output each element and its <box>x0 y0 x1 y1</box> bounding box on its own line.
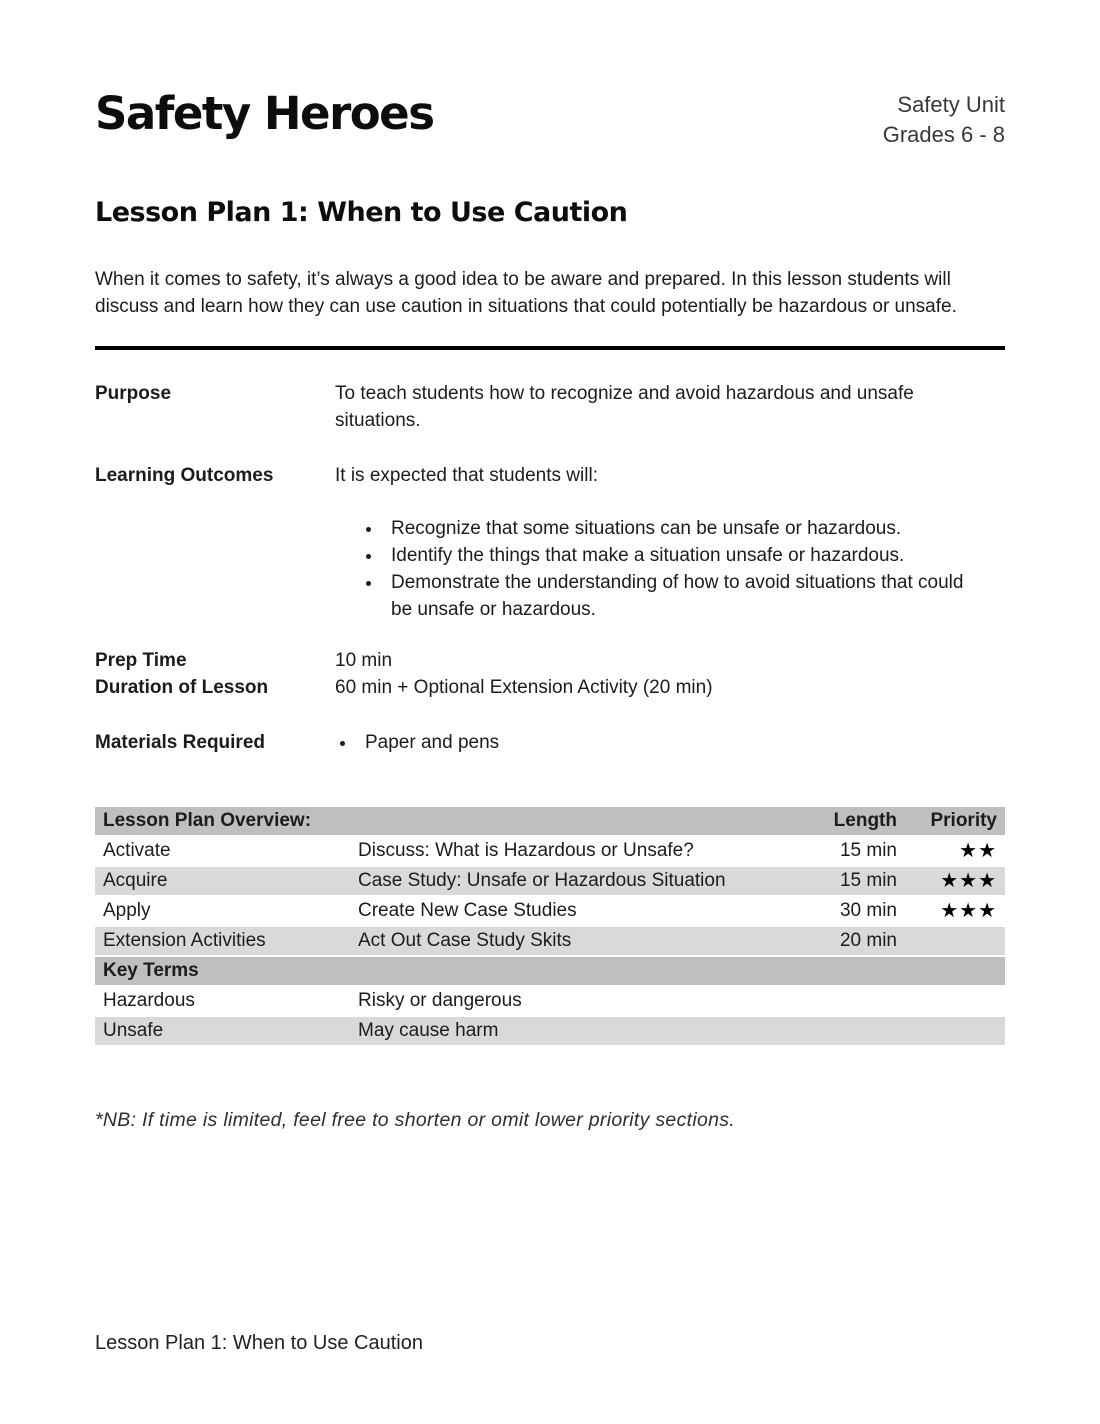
priority-stars <box>905 927 1005 955</box>
nb-note: *NB: If time is limited, feel free to shorten or omit lower priority sections. <box>95 1109 736 1131</box>
outcomes-row <box>95 462 1005 489</box>
length-cell: 30 min <box>800 897 905 925</box>
materials-list <box>335 729 975 756</box>
material-item: • Paper and pens <box>357 729 975 756</box>
key-terms-header-cell: Key Terms <box>95 957 1005 985</box>
lesson-details <box>95 380 1005 756</box>
section-divider <box>95 346 1005 350</box>
outcome-bullet: • Demonstrate the understanding of how to avoid situations that could be unsafe or hazardous. <box>383 569 975 623</box>
phase-cell: Activate <box>95 837 350 865</box>
activity-cell: Discuss: What is Hazardous or Unsafe? <box>350 837 800 865</box>
duration-row <box>95 674 1005 701</box>
phase-cell: Acquire <box>95 867 350 895</box>
grades-label: Grades 6 - 8 <box>882 122 1005 147</box>
phase-cell: Extension Activities <box>95 927 350 955</box>
intro-paragraph: When it comes to safety, it’s always a good idea to be aware and prepared. In this lesson students will discuss and learn how they can use caution in situations that could potentially be hazardous or unsafe. <box>95 269 957 317</box>
purpose-row <box>95 380 1005 434</box>
activity-cell: Case Study: Unsafe or Hazardous Situation <box>350 867 800 895</box>
unit-info <box>883 90 1005 150</box>
outcome-bullet: • Recognize that some situations can be unsafe or hazardous. <box>383 515 975 542</box>
prep-time-value: 10 min <box>335 650 393 671</box>
length-cell: 20 min <box>800 927 905 955</box>
duration-value: 60 min + Optional Extension Activity (20 min) <box>335 677 713 698</box>
outcomes-bullets-row <box>95 515 1005 623</box>
unit-label: Safety Unit <box>897 92 1005 117</box>
materials-row <box>95 729 1005 756</box>
materials-label: Materials Required <box>95 732 265 753</box>
key-term-row <box>95 1017 1005 1045</box>
duration-label: Duration of Lesson <box>95 677 269 698</box>
page-title: Safety Heroes <box>95 87 434 140</box>
definition-cell: Risky or dangerous <box>350 987 1005 1015</box>
priority-stars: ★★★ <box>905 897 1005 925</box>
activity-cell: Create New Case Studies <box>350 897 800 925</box>
masthead <box>95 0 1005 150</box>
outcome-bullet: • Identify the things that make a situation unsafe or hazardous. <box>383 542 975 569</box>
definition-cell: May cause harm <box>350 1017 1005 1045</box>
table-row <box>95 897 1005 925</box>
outcomes-label: Learning Outcomes <box>95 465 274 486</box>
length-header-cell: Length <box>800 807 905 835</box>
overview-header-row <box>95 807 1005 835</box>
purpose-label: Purpose <box>95 383 172 404</box>
outcomes-intro: It is expected that students will: <box>335 465 598 486</box>
term-cell: Unsafe <box>95 1017 350 1045</box>
priority-stars: ★★ <box>905 837 1005 865</box>
priority-header-cell: Priority <box>905 807 1005 835</box>
term-cell: Hazardous <box>95 987 350 1015</box>
purpose-text: To teach students how to recognize and avoid hazardous and unsafe situations. <box>335 383 914 431</box>
prep-time-label: Prep Time <box>95 650 187 671</box>
lesson-heading: Lesson Plan 1: When to Use Caution <box>95 197 628 228</box>
phase-cell: Apply <box>95 897 350 925</box>
table-row <box>95 927 1005 955</box>
prep-time-row <box>95 647 1005 674</box>
page-footer: Lesson Plan 1: When to Use Caution <box>95 1332 423 1354</box>
table-row <box>95 867 1005 895</box>
length-cell: 15 min <box>800 867 905 895</box>
spacer-cell <box>95 515 335 623</box>
lesson-overview-table <box>95 805 1005 1047</box>
length-cell: 15 min <box>800 837 905 865</box>
key-term-row <box>95 987 1005 1015</box>
overview-title-cell: Lesson Plan Overview: <box>95 807 800 835</box>
priority-stars: ★★★ <box>905 867 1005 895</box>
table-row <box>95 837 1005 865</box>
activity-cell: Act Out Case Study Skits <box>350 927 800 955</box>
outcomes-bullet-list <box>335 515 975 623</box>
key-terms-header-row <box>95 957 1005 985</box>
